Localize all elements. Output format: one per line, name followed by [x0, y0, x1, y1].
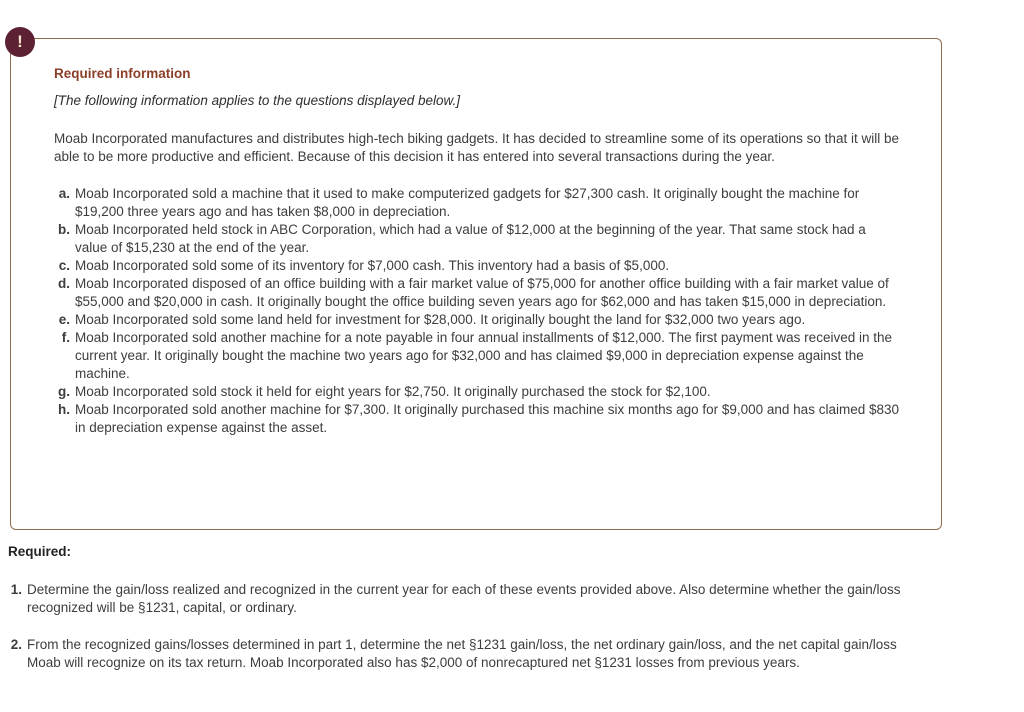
list-item	[54, 383, 901, 401]
required-heading: Required:	[8, 544, 72, 559]
required-information-panel	[10, 38, 942, 530]
exclamation-icon: !	[5, 27, 35, 57]
question-number: 2.	[10, 637, 22, 652]
list-item-label: d.	[58, 276, 70, 291]
list-item-text: Moab Incorporated sold a machine that it used to make computerized gadgets for $27,300 cash. It originally bought the machine for $19,200 three years ago and has taken $8,000 in depreciation.	[75, 186, 860, 219]
list-item-label: a.	[58, 186, 70, 201]
list-item	[54, 185, 901, 221]
list-item	[54, 257, 901, 275]
list-item-label: b.	[58, 222, 70, 237]
required-section	[8, 543, 928, 691]
required-information-heading: Required information	[54, 66, 191, 81]
list-item-text: Moab Incorporated disposed of an office building with a fair market value of $75,000 for another office building with a fair market value of $55,000 and $20,000 in cash. It originally bought the office building seven years ago for $62,000 and has taken $15,000 in depreciation.	[75, 276, 889, 309]
list-item	[54, 329, 901, 383]
list-item-text: Moab Incorporated held stock in ABC Corporation, which had a value of $12,000 at the beginning of the year. That same stock had a value of $15,230 at the end of the year.	[75, 222, 866, 255]
question-number: 1.	[10, 582, 22, 597]
list-item	[54, 401, 901, 437]
intro-paragraph: Moab Incorporated manufactures and distributes high-tech biking gadgets. It has decided to streamline some of its operations so that it will be able to be more productive and efficient. Because of this decision it has entered into several transactions during the year.	[54, 131, 899, 164]
list-item-text: Moab Incorporated sold stock it held for eight years for $2,750. It originally purchased the stock for $2,100.	[75, 384, 711, 399]
list-item	[54, 311, 901, 329]
list-item-label: c.	[58, 258, 70, 273]
list-item-text: Moab Incorporated sold some land held for investment for $28,000. It originally bought the land for $32,000 two years ago.	[75, 312, 806, 327]
question-text: From the recognized gains/losses determined in part 1, determine the net §1231 gain/loss, the net ordinary gain/loss, and the net capital gain/loss Moab will recognize on its tax return. Moab Incorporated also has $2,000 of nonrecaptured net §1231 losses from previous years.	[27, 637, 897, 670]
applies-below-note: [The following information applies to the questions displayed below.]	[54, 93, 460, 108]
question-item	[8, 581, 928, 617]
list-item-text: Moab Incorporated sold another machine for $7,300. It originally purchased this machine six months ago for $9,000 and has claimed $830 in depreciation expense against the asset.	[75, 402, 899, 435]
list-item-label: e.	[58, 312, 70, 327]
list-item	[54, 275, 901, 311]
list-item-label: g.	[58, 384, 70, 399]
list-item-text: Moab Incorporated sold another machine for a note payable in four annual installments of $12,000. The first payment was received in the current year. It originally bought the machine two years ago for $32,000 and has claimed $9,000 in depreciation expense against the machine.	[75, 330, 892, 381]
required-information-content	[11, 39, 941, 437]
question-item	[8, 636, 928, 672]
question-text: Determine the gain/loss realized and recognized in the current year for each of these events provided above. Also determine whether the gain/loss recognized will be §1231, capital, or ordinary.	[27, 582, 901, 615]
transaction-list	[54, 185, 901, 437]
list-item-text: Moab Incorporated sold some of its inventory for $7,000 cash. This inventory had a basis of $5,000.	[75, 258, 670, 273]
list-item-label: f.	[61, 330, 70, 345]
list-item	[54, 221, 901, 257]
list-item-label: h.	[58, 402, 70, 417]
